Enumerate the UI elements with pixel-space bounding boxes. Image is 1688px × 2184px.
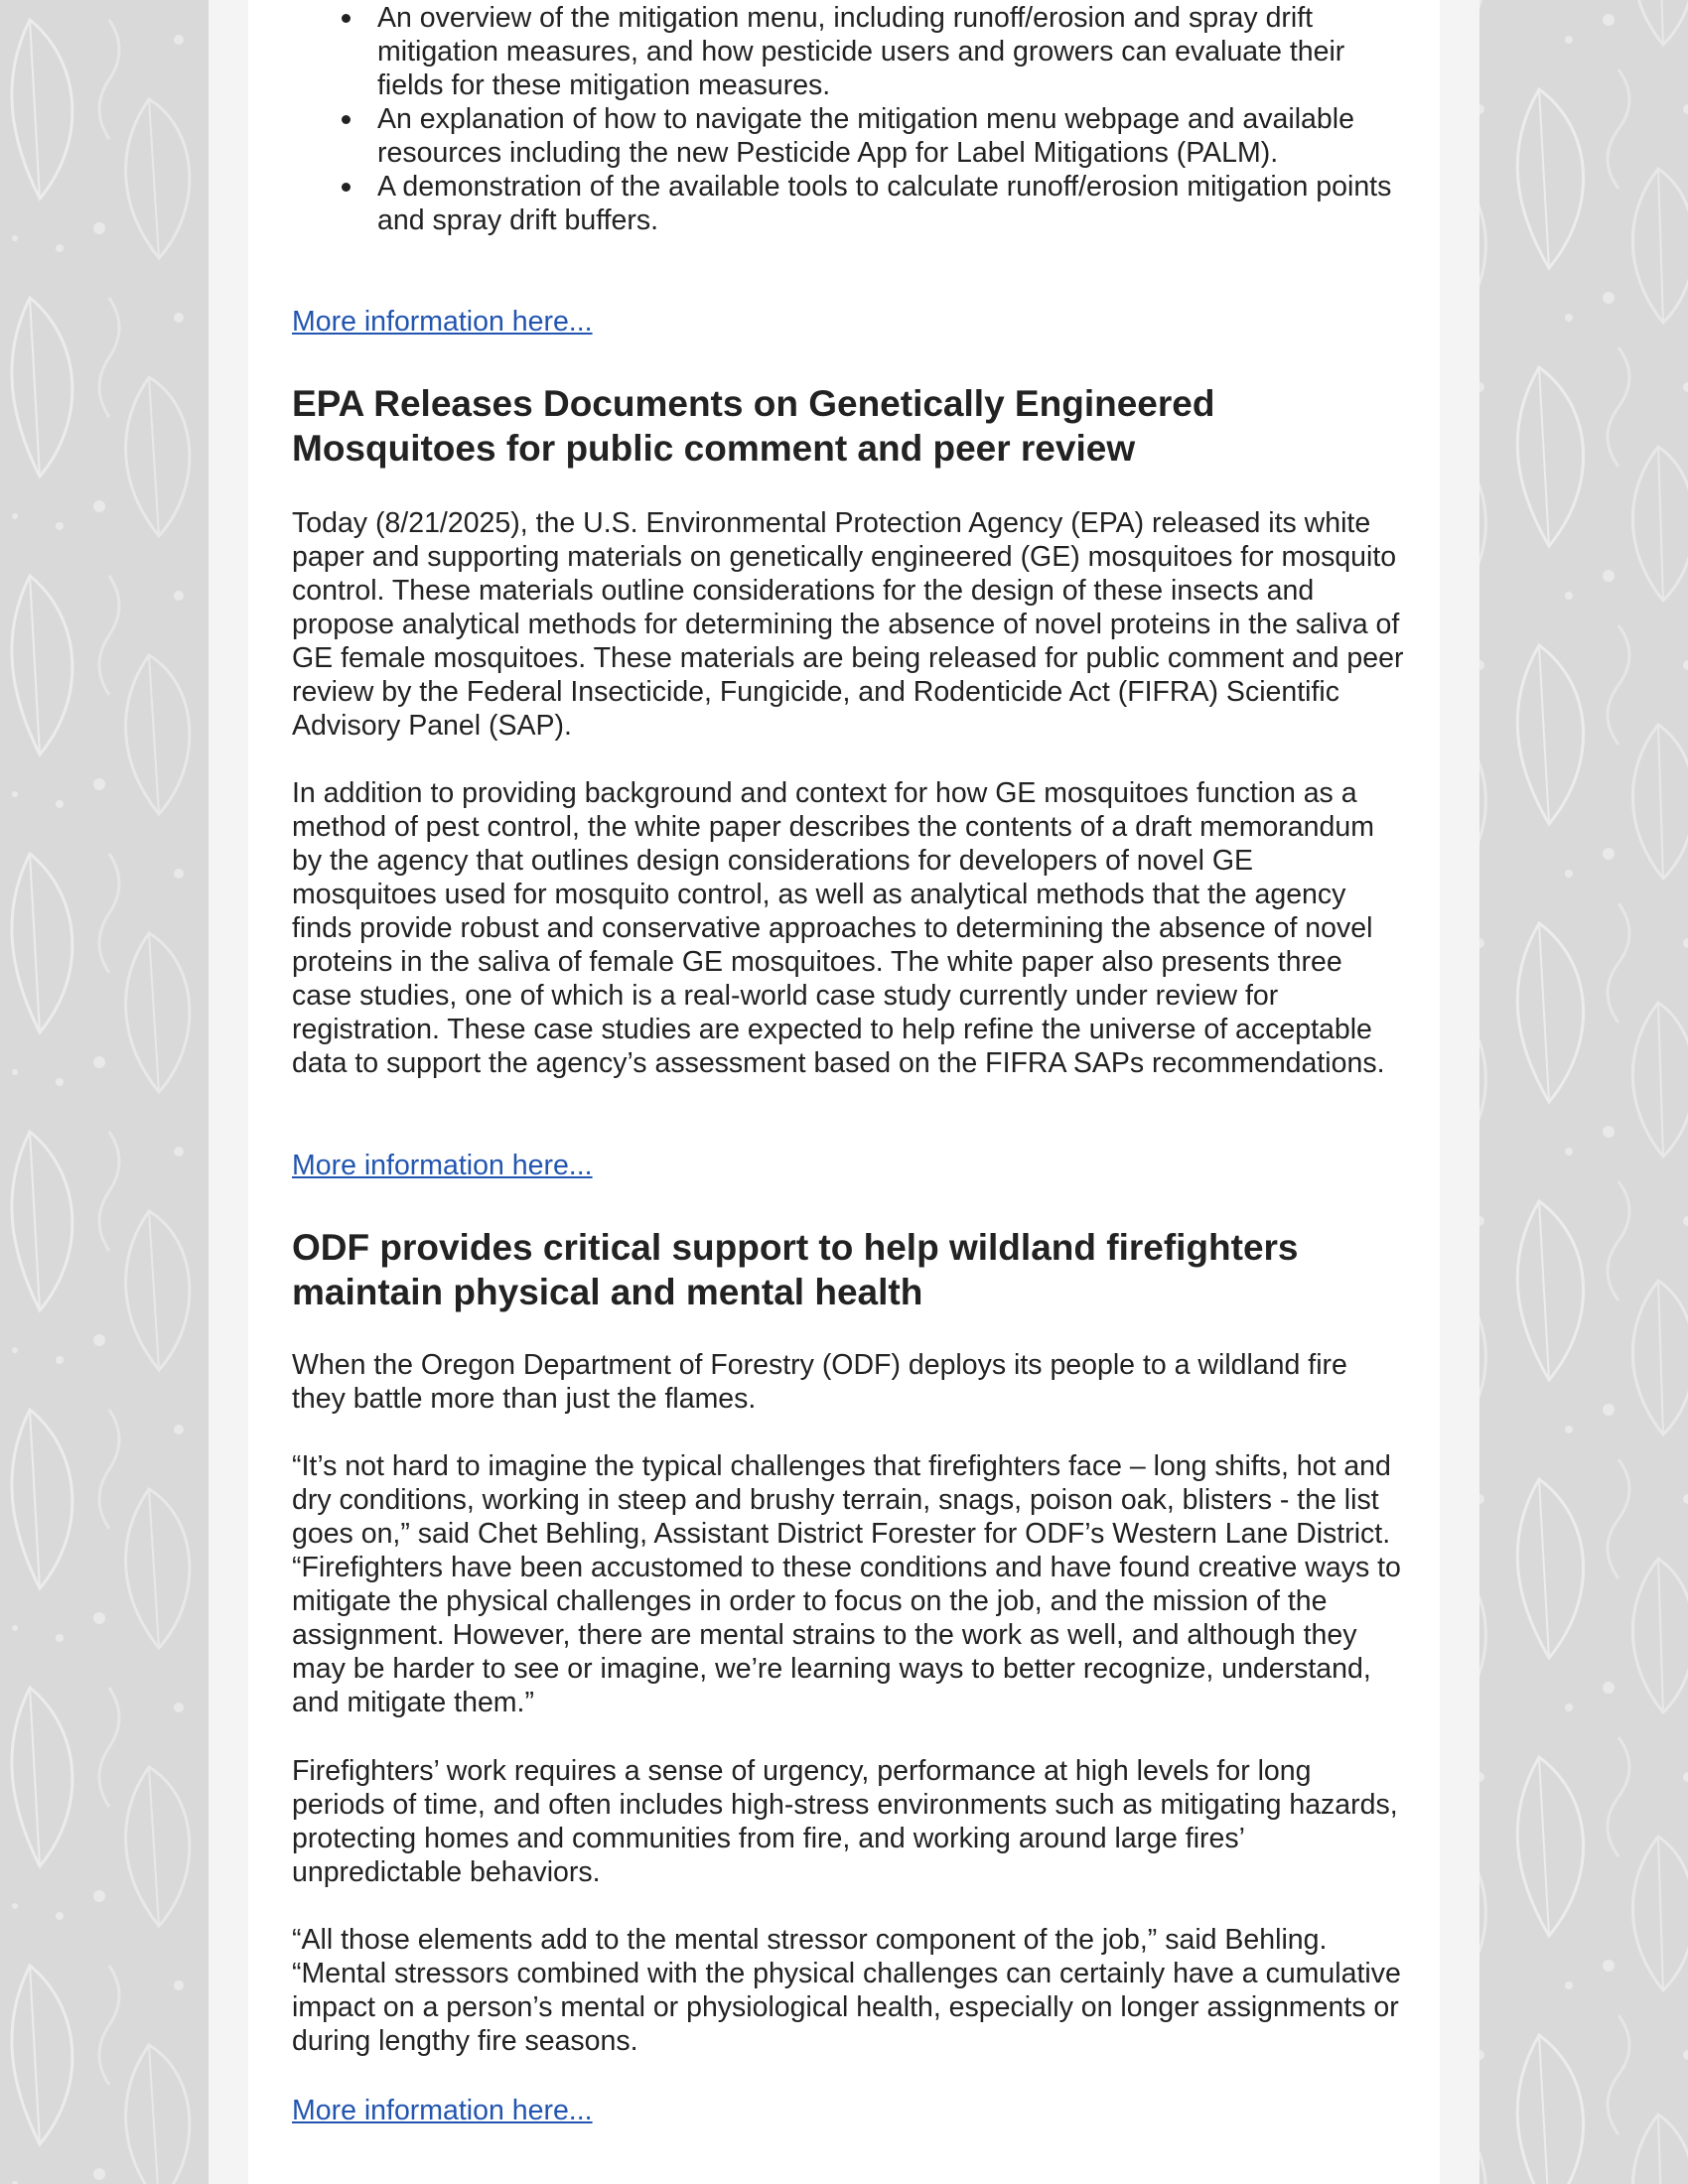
leaf-pattern-icon [0, 0, 209, 2184]
article-paragraph: In addition to providing background and context for how GE mosquitoes function as a method of pest control, the white paper describes the contents of a draft memorandum by the agency that outlines design considerations for developers of novel GE mosquitoes used for mosquito control, as well as analytical methods that the agency finds provide robust and conservative approaches to determining the absence of novel proteins in the saliva of female GE mosquitoes. The white paper also presents three case studies, one of which is a real-world case study currently under review for registration. These case studies are expected to help refine the universe of acceptable data to support the agency’s assessment based on the FIFRA SAPs recommendations. [292, 777, 1385, 1079]
leaf-pattern-icon [1479, 0, 1688, 2184]
more-info-link-mitigation[interactable]: More information here... [292, 306, 593, 338]
article-paragraph: Today (8/21/2025), the U.S. Environmental Protection Agency (EPA) released its white paper and supporting materials on genetically engineered (GE) mosquitoes for mosquito control. These materials outline considerations for the design of these insects and propose analytical methods for determining the absence of novel proteins in the saliva of GE female mosquitoes. These materials are being released for public comment and peer review by the Federal Insecticide, Fungicide, and Rodenticide Act (FIFRA) Scientific Advisory Panel (SAP). [292, 507, 1404, 742]
more-info-link-odf[interactable]: More information here... [292, 2095, 593, 2126]
article-paragraph: Firefighters’ work requires a sense of urgency, performance at high levels for long periods of time, and often includes high-stress environments such as mitigating hazards, protecting homes and communities from fire, and working around large fires’ unpredictable behaviors. [292, 1755, 1398, 1888]
right-decorative-background [1479, 0, 1688, 2184]
article-title-odf-firefighters: ODF provides critical support to help wildland firefighters maintain physical and mental health [292, 1227, 1299, 1312]
more-info-link-ge-mosquitoes[interactable]: More information here... [292, 1150, 593, 1181]
intro-bullet-list [342, 1, 1394, 237]
newsletter-content [248, 0, 1440, 2184]
left-decorative-background [0, 0, 209, 2184]
article-paragraph: When the Oregon Department of Forestry (ODF) deploys its people to a wildland fire they battle more than just the flames. [292, 1349, 1347, 1415]
article-title-ge-mosquitoes: EPA Releases Documents on Genetically Engineered Mosquitoes for public comment and peer review [292, 383, 1215, 469]
list-item: A demonstration of the available tools to calculate runoff/erosion mitigation points and spray drift buffers. [342, 170, 1394, 237]
article-paragraph: “It’s not hard to imagine the typical challenges that firefighters face – long shifts, hot and dry conditions, working in steep and brushy terrain, snags, poison oak, blisters - the list goes on,” said Chet Behling, Assistant District Forester for ODF’s Western Lane District. “Firefighters have been accustomed to these conditions and have found creative ways to mitigate the physical challenges in order to focus on the job, and the mission of the assignment. However, there are mental strains to the work as well, and although they may be harder to see or imagine, we’re learning ways to better recognize, understand, and mitigate them.” [292, 1450, 1401, 1718]
list-item: An explanation of how to navigate the mitigation menu webpage and available resources including the new Pesticide App for Label Mitigations (PALM). [342, 102, 1394, 170]
article-paragraph: “All those elements add to the mental stressor component of the job,” said Behling. “Mental stressors combined with the physical challenges can certainly have a cumulative impact on a person’s mental or physiological health, especially on longer assignments or during lengthy fire seasons. [292, 1924, 1401, 2057]
list-item: An overview of the mitigation menu, including runoff/erosion and spray drift mitigation measures, and how pesticide users and growers can evaluate their fields for these mitigation measures. [342, 1, 1394, 102]
